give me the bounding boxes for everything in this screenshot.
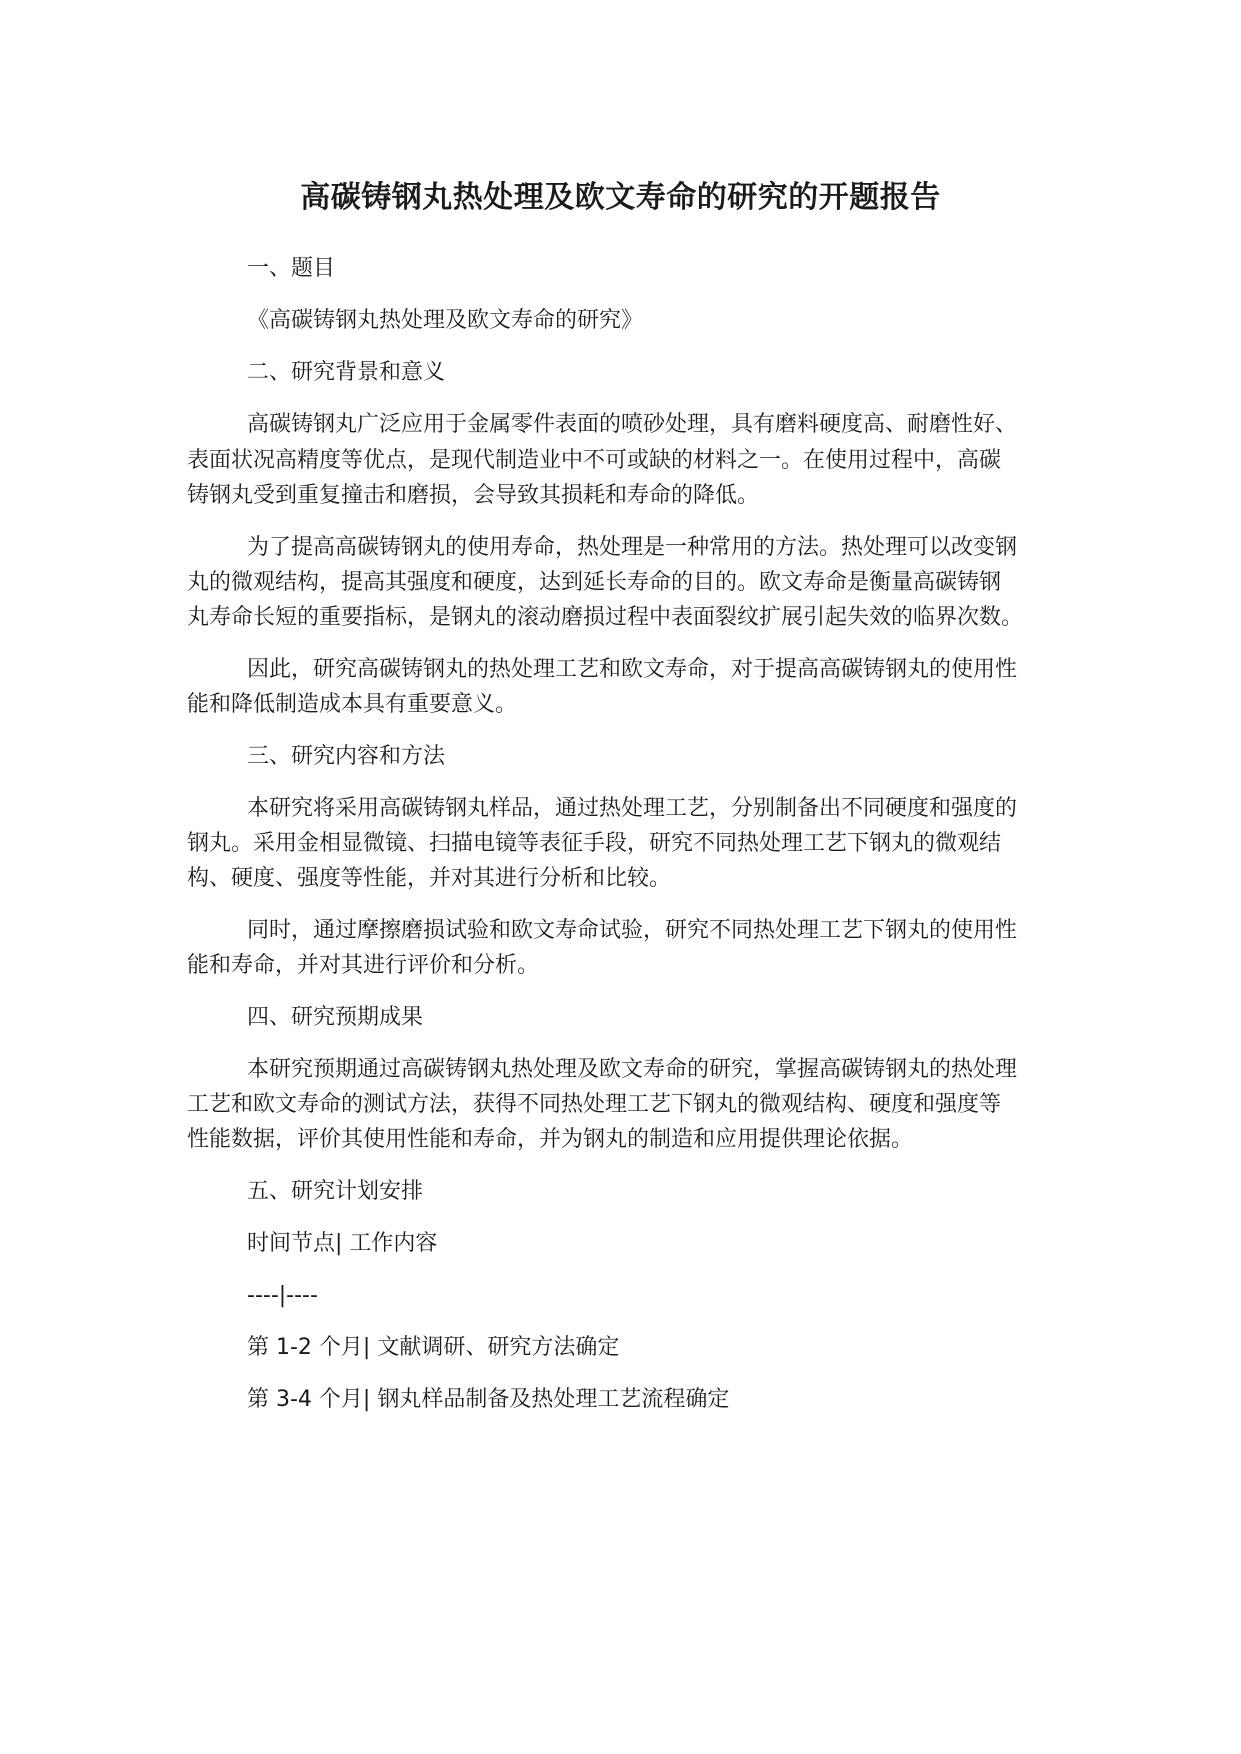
section-heading-topic: 一、题目 [247, 256, 336, 281]
paragraph-line: 表面状况高精度等优点，是现代制造业中不可或缺的材料之一。在使用过程中，高碳 [187, 448, 1002, 473]
paragraph-line: 高碳铸钢丸广泛应用于金属零件表面的喷砂处理，具有磨料硬度高、耐磨性好、 [247, 412, 1018, 437]
paragraph-line: 本研究将采用高碳铸钢丸样品，通过热处理工艺，分别制备出不同硬度和强度的 [247, 796, 1018, 821]
paragraph-line: 丸寿命长短的重要指标，是钢丸的滚动磨损过程中表面裂纹扩展引起失效的临界次数。 [187, 605, 1024, 630]
topic-text: 《高碳铸钢丸热处理及欧文寿命的研究》 [247, 308, 644, 333]
paragraph-line: 构、硬度、强度等性能，并对其进行分析和比较。 [187, 866, 672, 891]
paragraph-line: 铸钢丸受到重复撞击和磨损，会导致其损耗和寿命的降低。 [187, 483, 760, 508]
table-separator-line: ----|---- [247, 1283, 318, 1308]
section-heading-background: 二、研究背景和意义 [247, 360, 446, 385]
paragraph-line: 因此，研究高碳铸钢丸的热处理工艺和欧文寿命，对于提高高碳铸钢丸的使用性 [247, 657, 1018, 682]
paragraph-line: 同时，通过摩擦磨损试验和欧文寿命试验，研究不同热处理工艺下钢丸的使用性 [247, 918, 1018, 943]
paragraph-line: 能和降低制造成本具有重要意义。 [187, 692, 518, 717]
paragraph-line: 能和寿命，并对其进行评价和分析。 [187, 953, 540, 978]
table-header-line: 时间节点| 工作内容 [247, 1231, 438, 1256]
paragraph-line: 钢丸。采用金相显微镜、扫描电镜等表征手段，研究不同热处理工艺下钢丸的微观结 [187, 831, 1002, 856]
table-row: 第 1-2 个月| 文献调研、研究方法确定 [247, 1335, 620, 1360]
section-heading-methods: 三、研究内容和方法 [247, 744, 446, 769]
paragraph-line: 本研究预期通过高碳铸钢丸热处理及欧文寿命的研究，掌握高碳铸钢丸的热处理 [247, 1057, 1018, 1082]
paragraph-line: 工艺和欧文寿命的测试方法，获得不同热处理工艺下钢丸的微观结构、硬度和强度等 [187, 1092, 1002, 1117]
paragraph-line: 性能数据，评价其使用性能和寿命，并为钢丸的制造和应用提供理论依据。 [187, 1127, 914, 1152]
paragraph-line: 丸的微观结构，提高其强度和硬度，达到延长寿命的目的。欧文寿命是衡量高碳铸钢 [187, 570, 1002, 595]
paragraph-line: 为了提高高碳铸钢丸的使用寿命，热处理是一种常用的方法。热处理可以改变钢 [247, 535, 1018, 560]
section-heading-expected: 四、研究预期成果 [247, 1005, 424, 1030]
document-title: 高碳铸钢丸热处理及欧文寿命的研究的开题报告 [300, 180, 941, 215]
table-row: 第 3-4 个月| 钢丸样品制备及热处理工艺流程确定 [247, 1387, 730, 1412]
section-heading-plan: 五、研究计划安排 [247, 1179, 424, 1204]
